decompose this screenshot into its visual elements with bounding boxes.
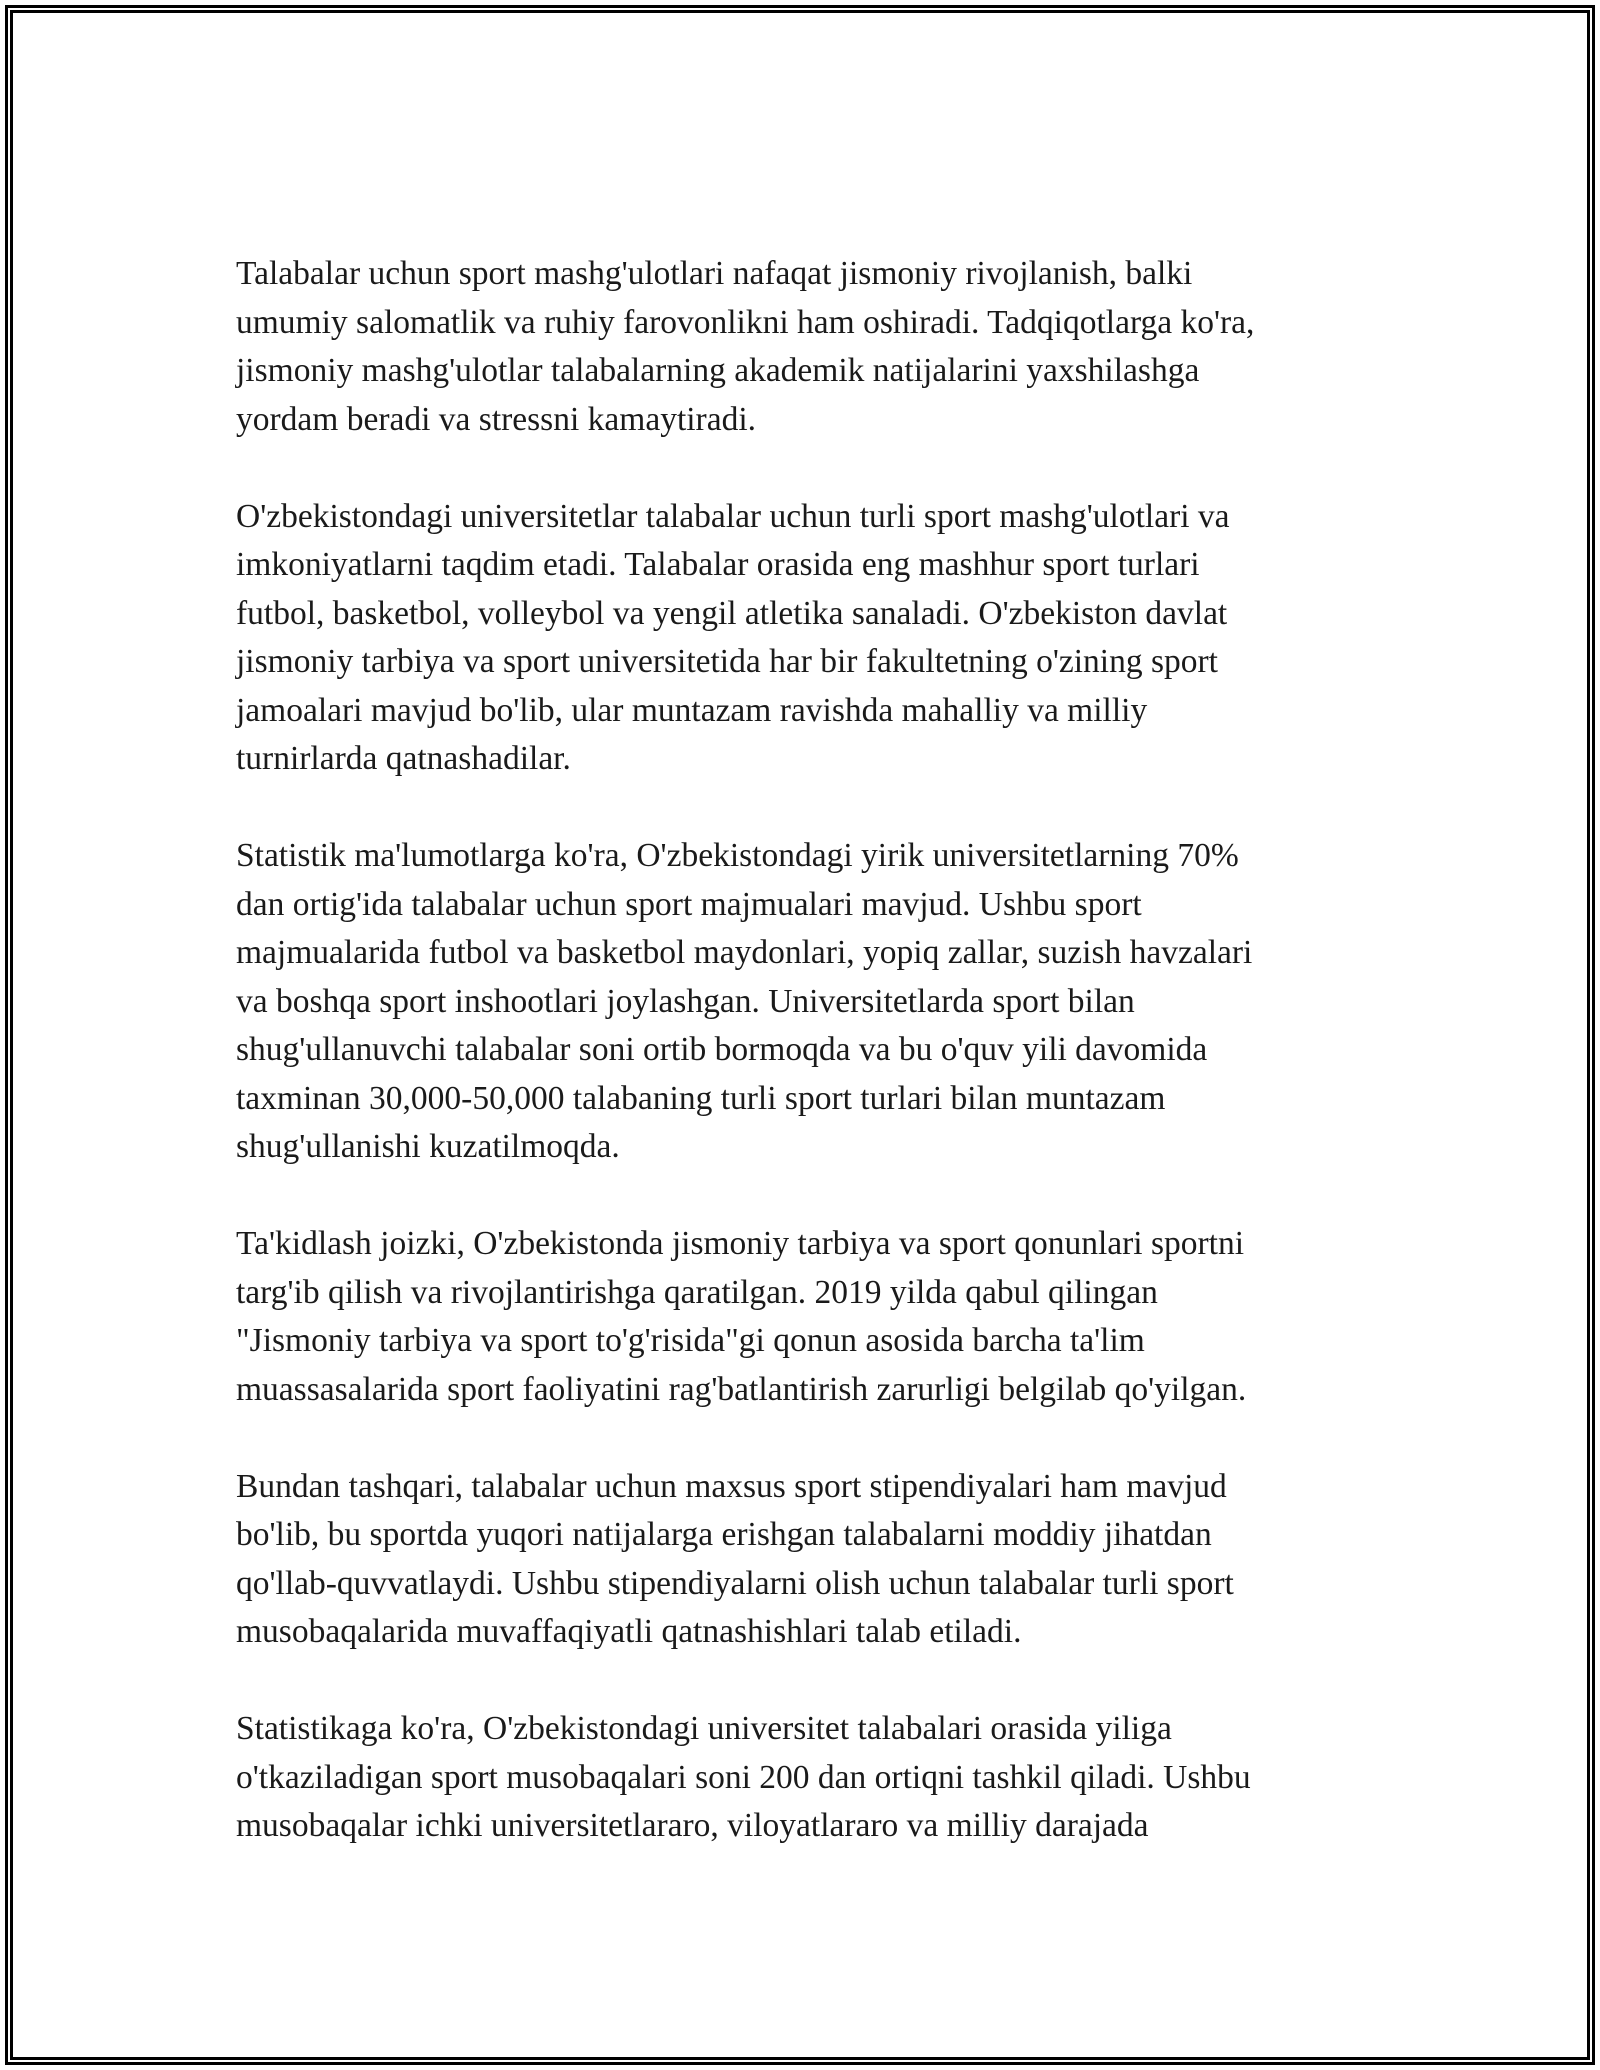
- document-body: [236, 250, 1376, 1899]
- paragraph-scholarships: Bundan tashqari, talabalar uchun maxsus sport stipendiyalari ham mavjud bo'lib, bu sportda yuqori natijalarga erishgan talabalarni moddiy jihatdan qo'llab-quvvatlaydi. Ushbu stipendiyalarni olish uchun talabalar turli sport musobaqalarida muvaffaqiyatli qatnashishlari talab etiladi.: [236, 1467, 1234, 1650]
- paragraph-statistics: Statistik ma'lumotlarga ko'ra, O'zbekistondagi yirik universitetlarning 70% dan ortig'ida talabalar uchun sport majmualari mavjud. Ushbu sport majmualarida futbol va basketbol maydonlari, yopiq zallar, suzish havzalari va boshqa sport inshootlari joylashgan. Universitetlarda sport bilan shug'ullanuvchi talabalar soni ortib bormoqda va bu o'quv yili davomida taxminan 30,000-50,000 talabaning turli sport turlari bilan muntazam shug'ullanishi kuzatilmoqda.: [236, 837, 1253, 1165]
- paragraph-sport-law: Ta'kidlash joizki, O'zbekistonda jismoniy tarbiya va sport qonunlari sportni targ'ib qilish va rivojlantirishga qaratilgan. 2019 yilda qabul qilingan "Jismoniy tarbiya va sport to'g'risida"gi qonun asosida barcha ta'lim muassasalarida sport faoliyatini rag'batlantirish zarurligi belgilab qo'yilgan.: [236, 1225, 1247, 1408]
- paragraph-university-sports: O'zbekistondagi universitetlar talabalar uchun turli sport mashg'ulotlari va imkoniyatlarni taqdim etadi. Talabalar orasida eng mashhur sport turlari futbol, basketbol, volleybol va yengil atletika sanaladi. O'zbekiston davlat jismoniy tarbiya va sport universitetida har bir fakultetning o'zining sport jamoalari mavjud bo'lib, ular muntazam ravishda mahalliy va milliy turnirlarda qatnashadilar.: [236, 497, 1230, 777]
- paragraph-competitions: Statistikaga ko'ra, O'zbekistondagi universitet talabalari orasida yiliga o'tkaziladigan sport musobaqalari soni 200 dan ortiqni tashkil qiladi. Ushbu musobaqalar ichki universitetlararo, viloyatlararo va milliy darajada: [236, 1710, 1251, 1844]
- paragraph-sport-benefits: Talabalar uchun sport mashg'ulotlari nafaqat jismoniy rivojlanish, balki umumiy salomatlik va ruhiy farovonlikni ham oshiradi. Tadqiqotlarga ko'ra, jismoniy mashg'ulotlar talabalarning akademik natijalarini yaxshilashga yordam beradi va stressni kamaytiradi.: [236, 255, 1255, 438]
